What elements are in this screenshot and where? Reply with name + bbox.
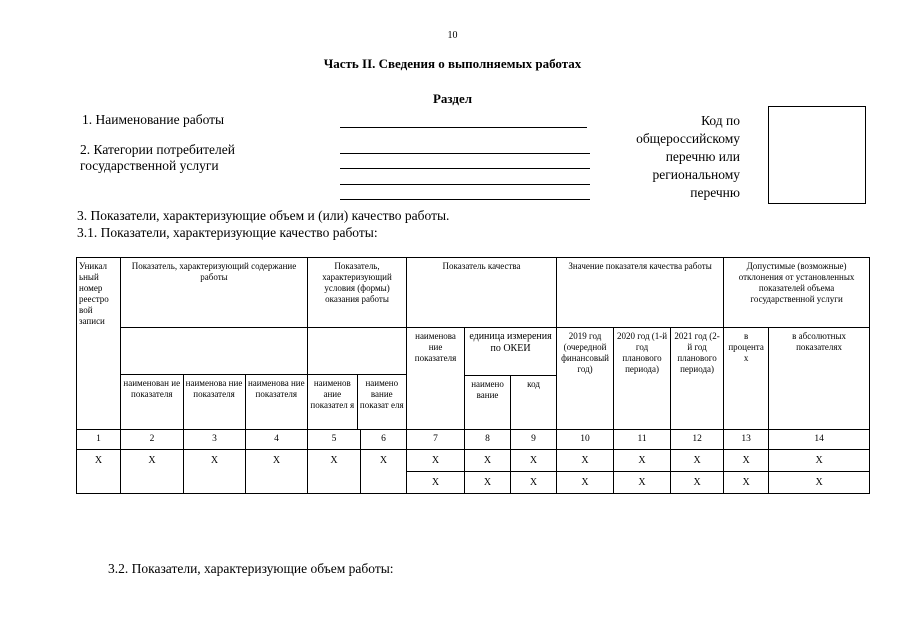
code-label-line: перечню или (665, 149, 740, 164)
column-number: 12 (671, 430, 724, 450)
conditions-subheader-table (308, 374, 406, 429)
column-number: 7 (407, 430, 465, 450)
content-subheader: наименова ние показателя (245, 375, 307, 430)
consumers-label-line2: государственной услуги (80, 158, 219, 173)
header-quality-indicator: Показатель качества (407, 258, 557, 328)
page-number: 10 (447, 30, 458, 41)
conditions-subheader-cell (308, 328, 407, 430)
header-year-2021: 2021 год (2-й год планового периода) (671, 328, 724, 430)
header-unit-name: наимено вание (465, 376, 511, 430)
section-title: Раздел (432, 91, 473, 106)
table-cell-mark: X (557, 450, 614, 472)
header-deviation-absolute: в абсолютных показателях (769, 328, 870, 430)
column-number: 13 (724, 430, 769, 450)
column-number: 10 (557, 430, 614, 450)
table-cell-mark: X (407, 472, 465, 494)
column-number: 14 (769, 430, 870, 450)
registry-code-box (768, 106, 866, 204)
registry-code-label (616, 112, 740, 202)
table-cell-mark: X (671, 472, 724, 494)
code-label-line: перечню (690, 185, 740, 200)
content-subheader: наименован ие показателя (121, 375, 183, 430)
header-unit-code: код (511, 376, 557, 430)
header-year-2020: 2020 год (1-й год планового периода) (614, 328, 671, 430)
table-cell-mark: X (511, 450, 557, 472)
part-title: Часть II. Сведения о выполняемых работах (323, 56, 582, 71)
header-quality-value: Значение показателя качества работы (557, 258, 724, 328)
work-name-label: 1. Наименование работы (82, 112, 225, 127)
table-cell-mark: X (407, 450, 465, 472)
table-cell-mark: X (121, 450, 184, 494)
table-cell-mark: X (77, 450, 121, 494)
column-number: 2 (121, 430, 184, 450)
table-cell-mark: X (511, 472, 557, 494)
header-quality-name: наименова ние показателя (407, 328, 465, 430)
work-name-line (340, 127, 587, 128)
table-cell-mark: X (724, 472, 769, 494)
header-allowed-deviation: Допустимые (возможные) отклонения от установленных показателей объема государственной услуги (724, 258, 870, 328)
consumers-line-4 (340, 199, 590, 200)
header-year-2019: 2019 год (очередной финансовый год) (557, 328, 614, 430)
content-subheader-table (121, 374, 307, 429)
table-cell-mark: X (724, 450, 769, 472)
table-cell-mark: X (769, 472, 870, 494)
table-cell-mark: X (465, 450, 511, 472)
column-number: 5 (308, 430, 361, 450)
table-cell-mark: X (671, 450, 724, 472)
header-unit-okei: единица измерения по ОКЕИ (465, 328, 557, 376)
table-cell-mark: X (614, 472, 671, 494)
column-number: 9 (511, 430, 557, 450)
quality-indicators-table (76, 257, 870, 494)
column-number: 1 (77, 430, 121, 450)
table-cell-mark: X (184, 450, 246, 494)
code-label-line: Код по (701, 113, 740, 128)
table-cell-mark: X (557, 472, 614, 494)
code-label-line: региональному (652, 167, 740, 182)
column-number: 11 (614, 430, 671, 450)
header-content-indicator: Показатель, характеризующий содержание работы (121, 258, 308, 328)
quality-indicators-heading: 3.1. Показатели, характеризующие качество работы: (77, 225, 378, 240)
content-subheader: наименова ние показателя (183, 375, 245, 430)
table-cell-mark: X (246, 450, 308, 494)
header-registry-number: Уникал ьный номер реестро вой записи (77, 258, 121, 430)
table-cell-mark: X (614, 450, 671, 472)
consumers-line-3 (340, 184, 590, 185)
code-label-line: общероссийскому (636, 131, 740, 146)
column-number: 8 (465, 430, 511, 450)
consumers-line-1 (340, 153, 590, 154)
indicators-heading: 3. Показатели, характеризующие объем и (или) качество работы. (77, 208, 450, 223)
content-subheader-cell (121, 328, 308, 430)
header-deviation-percent: в процента х (724, 328, 769, 430)
table-cell-mark: X (361, 450, 407, 494)
consumers-line-2 (340, 168, 590, 169)
table-cell-mark: X (769, 450, 870, 472)
conditions-subheader: наимено вание показат еля (357, 375, 406, 430)
conditions-subheader: наименов ание показател я (308, 375, 357, 430)
volume-indicators-heading: 3.2. Показатели, характеризующие объем работы: (108, 561, 394, 576)
table-cell-mark: X (308, 450, 361, 494)
column-number: 3 (184, 430, 246, 450)
header-conditions-indicator: Показатель, характеризующий условия (формы) оказания работы (308, 258, 407, 328)
table-cell-mark: X (465, 472, 511, 494)
consumers-label-line1: 2. Категории потребителей (80, 142, 235, 157)
column-number: 6 (361, 430, 407, 450)
column-number: 4 (246, 430, 308, 450)
